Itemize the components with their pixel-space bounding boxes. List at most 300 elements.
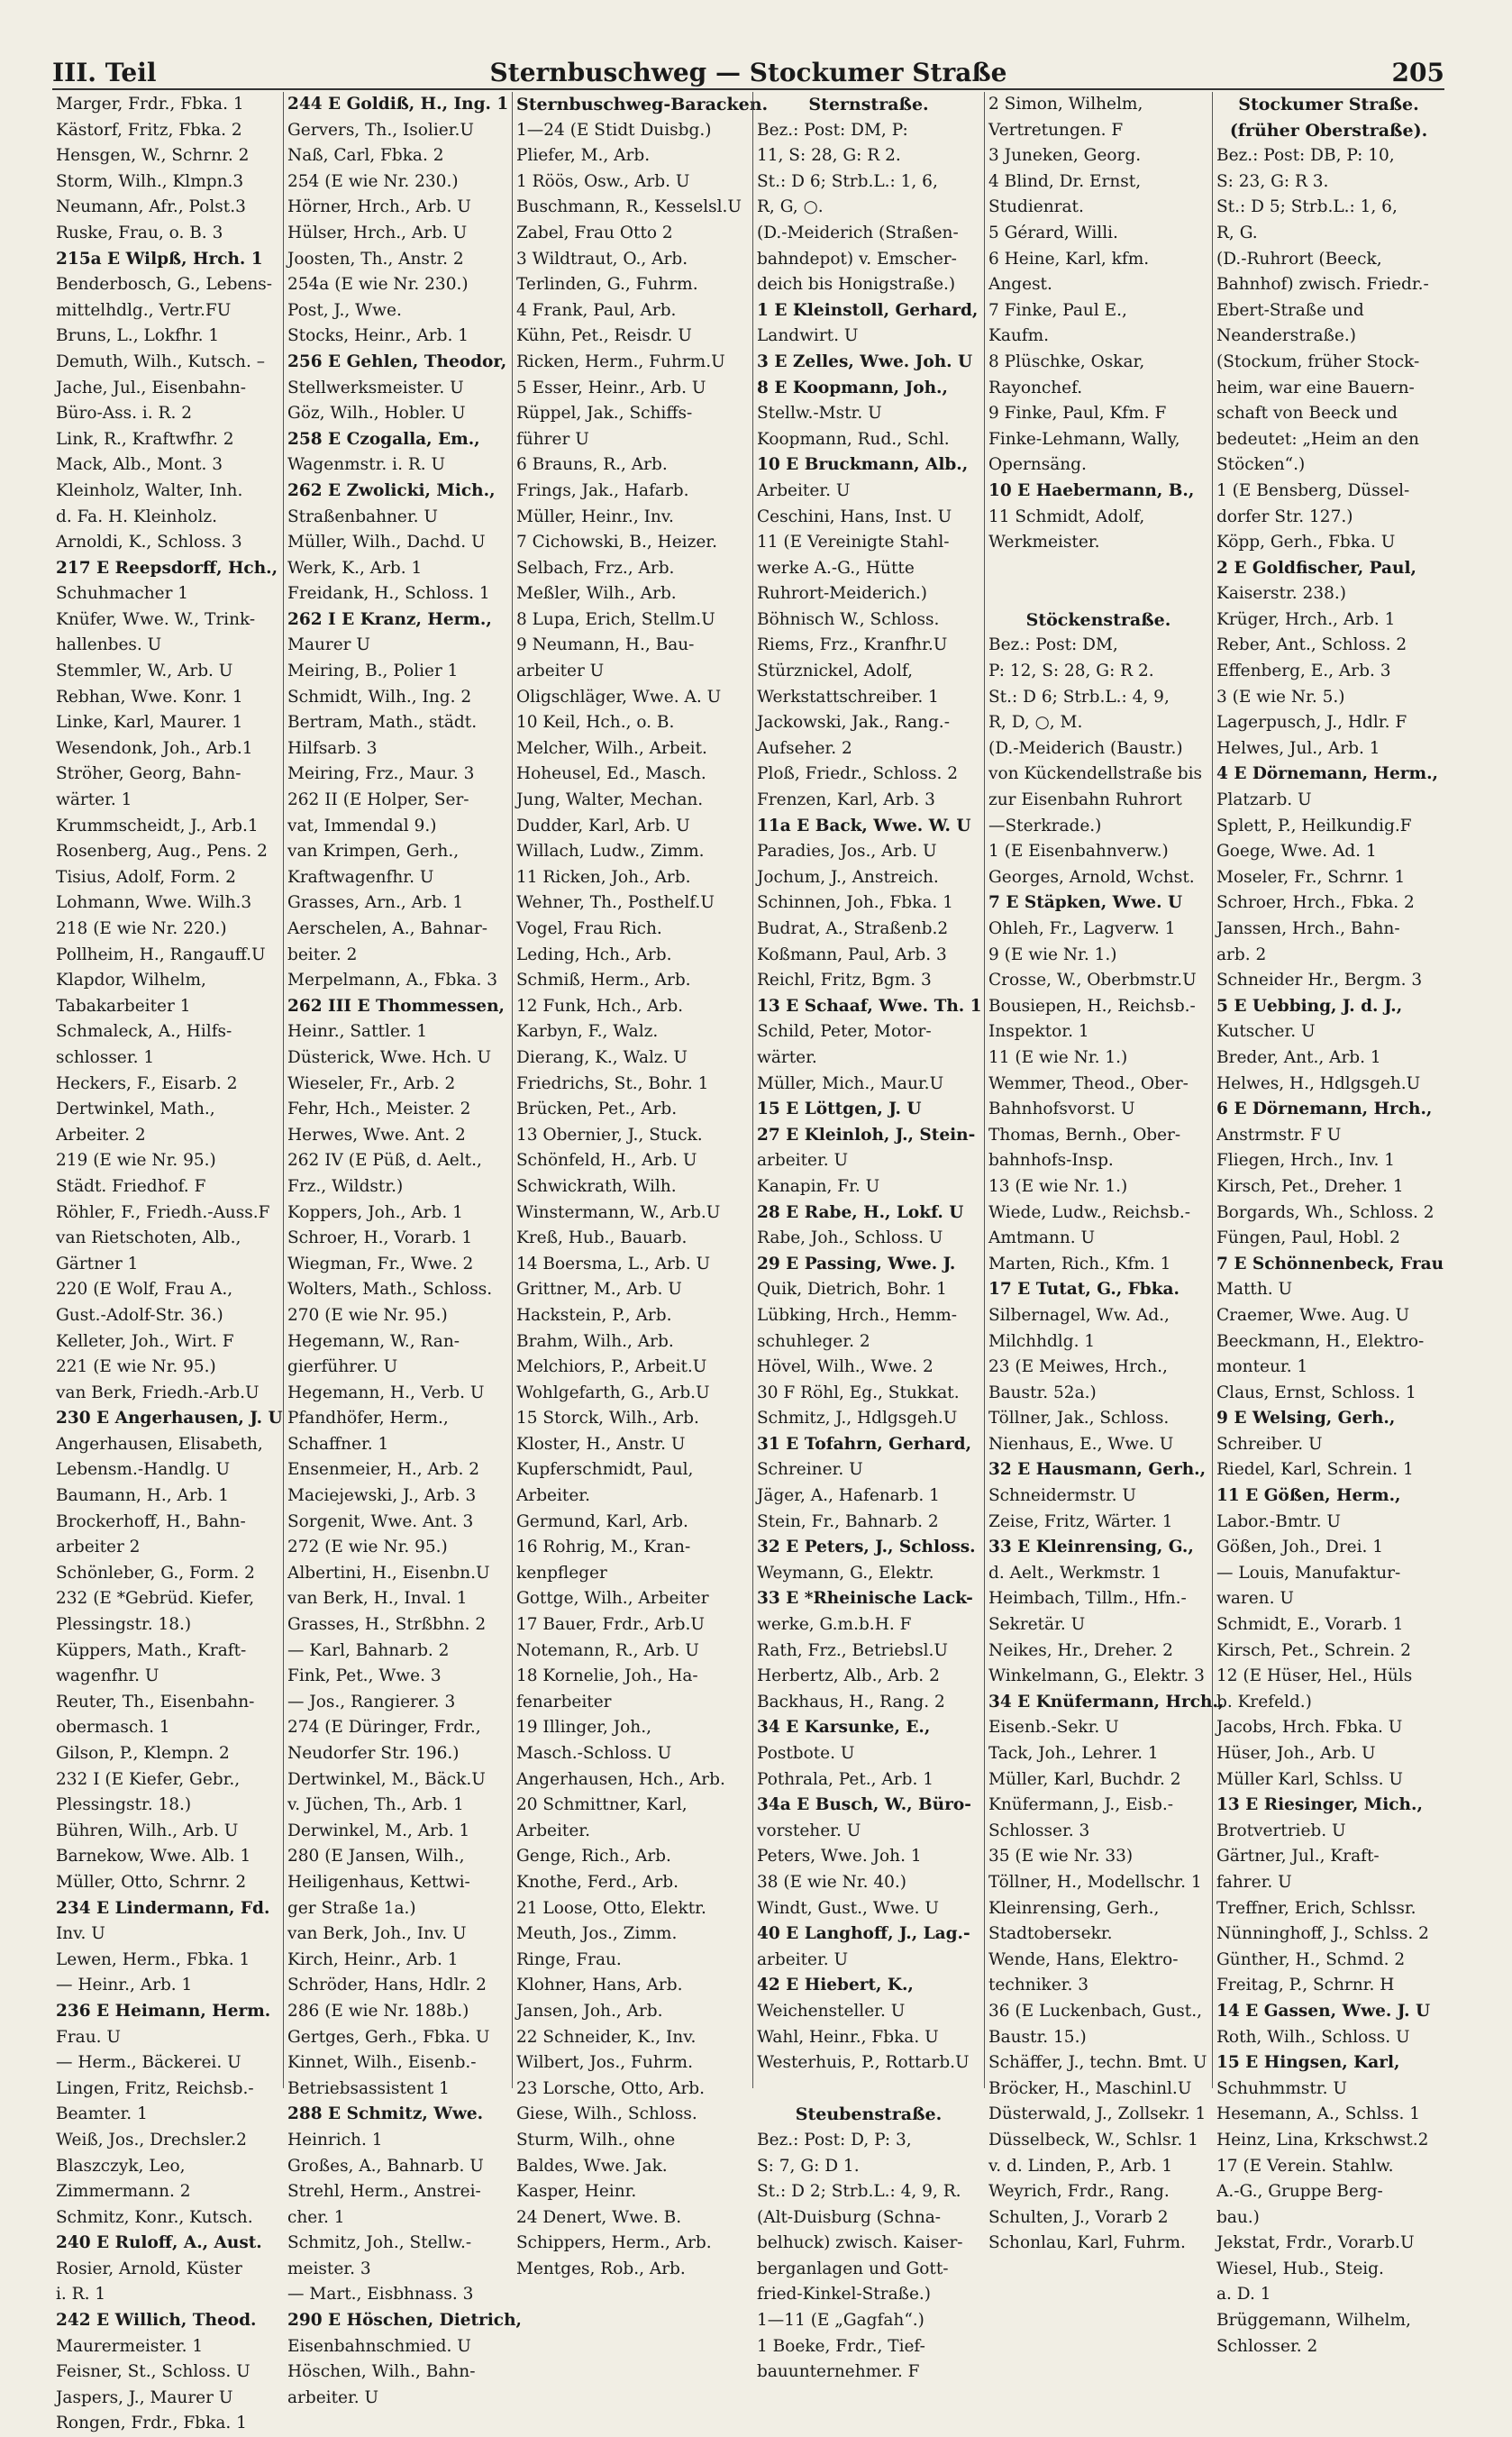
directory-entry-line: Göz, Wilh., Hobler. U: [287, 404, 466, 424]
directory-entry-line: Thomas, Bernh., Ober-: [988, 1125, 1181, 1145]
directory-entry-line: Freidank, H., Schloss. 1: [287, 584, 490, 604]
directory-entry-line: Roth, Wilh., Schloss. U: [1216, 2027, 1410, 2047]
directory-entry-line: bahnhofs-Insp.: [988, 1151, 1114, 1171]
directory-entry-line: Arbeiter.: [516, 1821, 590, 1840]
directory-entry-line: Füngen, Paul, Hobl. 2: [1216, 1228, 1400, 1248]
directory-entry-line: 11, S: 28, G: R 2.: [757, 146, 901, 166]
directory-entry-line: 262 E Zwolicki, Mich.,: [287, 480, 496, 500]
directory-entry-line: arbeiter. U: [757, 1949, 849, 1969]
directory-entry-line: Bahnhofsvorst. U: [988, 1100, 1135, 1119]
page-number: 205: [1391, 58, 1444, 87]
directory-entry-line: techniker. 3: [988, 1976, 1088, 1995]
directory-entry-line: Günther, H., Schmd. 2: [1216, 1949, 1406, 1969]
directory-entry-line: 9 Finke, Paul, Kfm. F: [988, 404, 1167, 424]
directory-entry-line: Gertges, Gerh., Fbka. U: [287, 2027, 490, 2047]
directory-entry-line: Ohleh, Fr., Lagverw. 1: [988, 919, 1176, 938]
directory-entry-line: Riedel, Karl, Schrein. 1: [1216, 1460, 1414, 1480]
directory-entry-line: R, G, ○.: [757, 197, 824, 217]
directory-entry-line: 217 E Reepsdorff, Hch.,: [56, 558, 278, 578]
directory-entry-line: Hilfsarb. 3: [287, 738, 378, 758]
directory-entry-line: Wemmer, Theod., Ober-: [988, 1073, 1189, 1093]
directory-entry-line: Gößen, Joh., Drei. 1: [1216, 1538, 1384, 1557]
directory-entry-line: Reuter, Th., Eisenbahn-: [56, 1692, 255, 1711]
directory-entry-line: — Herm., Bäckerei. U: [56, 2053, 241, 2073]
directory-entry-line: 33 E Kleinrensing, G.,: [988, 1538, 1194, 1557]
directory-entry-line: fenarbeiter: [516, 1692, 612, 1711]
directory-entry-line: Kleinrensing, Gerh.,: [988, 1898, 1160, 1918]
directory-entry-line: 29 E Passing, Wwe. J.: [757, 1254, 956, 1273]
directory-entry-line: Müller, Mich., Maur.U: [757, 1073, 944, 1093]
directory-entry-line: Jäger, A., Hafenarb. 1: [757, 1486, 940, 1506]
directory-entry-line: 218 (E wie Nr. 220.): [56, 919, 227, 938]
directory-entry-line: 288 E Schmitz, Wwe.: [287, 2104, 484, 2124]
directory-entry-line: Ruhrort-Meiderich.): [757, 584, 928, 604]
directory-entry-line: Wilbert, Jos., Fuhrm.: [516, 2053, 693, 2073]
directory-entry-line: 42 E Hiebert, K.,: [757, 1976, 914, 1995]
directory-entry-line: 5 E Uebbing, J. d. J.,: [1216, 996, 1403, 1016]
directory-entry-line: 14 E Gassen, Wwe. J. U: [1216, 2001, 1431, 2021]
directory-entry-line: Maurermeister. 1: [56, 2336, 204, 2356]
directory-entry-line: 15 Storck, Wilh., Arb.: [516, 1409, 699, 1428]
directory-entry-line: bahndepot) v. Emscher-: [757, 249, 957, 269]
directory-entry-line: Lohmann, Wwe. Wilh.3: [56, 893, 252, 913]
directory-entry-line: Herwes, Wwe. Ant. 2: [287, 1125, 466, 1145]
directory-entry-line: Jacobs, Hrch. Fbka. U: [1216, 1718, 1403, 1738]
directory-entry-line: 1 (E Eisenbahnverw.): [988, 842, 1169, 862]
directory-entry-line: Schreiber. U: [1216, 1434, 1323, 1454]
directory-entry-line: Budrat, A., Straßenb.2: [757, 919, 949, 938]
directory-entry-line: vat, Immendal 9.): [287, 816, 437, 835]
directory-entry-line: 31 E Tofahrn, Gerhard,: [757, 1434, 972, 1454]
directory-entry-line: Schonlau, Karl, Fuhrm.: [988, 2233, 1186, 2253]
directory-entry-line: 280 (E Jansen, Wilh.,: [287, 1847, 465, 1867]
directory-entry-line: Wiegman, Fr., Wwe. 2: [287, 1254, 474, 1273]
directory-entry-line: Merpelmann, A., Fbka. 3: [287, 971, 498, 990]
directory-entry-line: 13 Obernier, J., Stuck.: [516, 1125, 703, 1145]
directory-entry-line: — Louis, Manufaktur-: [1216, 1563, 1401, 1583]
directory-entry-line: obermasch. 1: [56, 1718, 170, 1738]
directory-entry-line: schaft von Beeck und: [1216, 404, 1398, 424]
directory-entry-line: Höschen, Wilh., Bahn-: [287, 2362, 476, 2382]
directory-entry-line: 34 E Knüfermann, Hrch.,: [988, 1692, 1225, 1711]
directory-entry-line: 232 I (E Kiefer, Gebr.,: [56, 1769, 241, 1789]
directory-entry-line: Neanderstraße.): [1216, 326, 1356, 346]
directory-entry-line: Angerhausen, Elisabeth,: [56, 1434, 263, 1454]
directory-entry-line: Baustr. 15.): [988, 2027, 1087, 2047]
directory-entry-line: 12 (E Hüser, Hel., Hüls: [1216, 1666, 1413, 1686]
directory-entry-line: Schneidermstr. U: [988, 1486, 1136, 1506]
directory-entry-line: kenpfleger: [516, 1563, 607, 1583]
directory-entry-line: Töllner, Jak., Schloss.: [988, 1409, 1170, 1428]
directory-entry-line: 11a E Back, Wwe. W. U: [757, 816, 971, 835]
directory-entry-line: Knüfermann, J., Eisb.-: [988, 1795, 1173, 1815]
directory-entry-line: 13 E Schaaf, Wwe. Th. 1: [757, 996, 982, 1016]
directory-entry-line: St.: D 6; Strb.L.: 4, 9,: [988, 687, 1170, 707]
directory-entry-line: Hülser, Hrch., Arb. U: [287, 223, 468, 242]
directory-entry-line: Grasses, Arn., Arb. 1: [287, 893, 464, 913]
directory-entry-line: Ruske, Frau, o. B. 3: [56, 223, 223, 242]
directory-entry-line: dorfer Str. 127.): [1216, 507, 1353, 526]
directory-entry-line: 18 Kornelie, Joh., Ha-: [516, 1666, 698, 1686]
directory-entry-line: Nienhaus, E., Wwe. U: [988, 1434, 1174, 1454]
directory-entry-line: Plessingstr. 18.): [56, 1795, 192, 1815]
directory-entry-line: 7 Cichowski, B., Heizer.: [516, 533, 717, 552]
directory-entry-line: Benderbosch, G., Lebens-: [56, 275, 273, 295]
directory-entry-line: Düsterick, Wwe. Hch. U: [287, 1047, 492, 1067]
directory-entry-line: Beamter. 1: [56, 2104, 148, 2124]
directory-entry-line: Jansen, Joh., Arb.: [516, 2001, 663, 2021]
directory-entry-line: 236 E Heimann, Herm.: [56, 2001, 271, 2021]
directory-entry-line: 8 Plüschke, Oskar,: [988, 351, 1145, 371]
column-1: [52, 92, 283, 2433]
directory-entry-line: Baldes, Wwe. Jak.: [516, 2156, 668, 2176]
directory-entry-line: Köpp, Gerh., Fbka. U: [1216, 533, 1396, 552]
directory-entry-line: 17 Bauer, Frdr., Arb.U: [516, 1615, 705, 1635]
directory-entry-line: Fink, Pet., Wwe. 3: [287, 1666, 442, 1686]
directory-entry-line: 5 Gérard, Willi.: [988, 223, 1118, 242]
directory-entry-line: Ceschini, Hans, Inst. U: [757, 507, 952, 526]
blank-line: [988, 556, 1208, 582]
directory-entry-line: Ströher, Georg, Bahn-: [56, 764, 241, 784]
directory-entry-line: Stocks, Heinr., Arb. 1: [287, 326, 469, 346]
directory-entry-line: Kasper, Heinr.: [516, 2182, 637, 2202]
directory-entry-line: Heinrich. 1: [287, 2130, 383, 2149]
directory-entry-line: Albertini, H., Eisenbn.U: [287, 1563, 490, 1583]
directory-entry-line: Neudorfer Str. 196.): [287, 1744, 460, 1763]
directory-entry-line: Joosten, Th., Anstr. 2: [287, 249, 464, 269]
directory-entry-line: 32 E Hausmann, Gerh.,: [988, 1460, 1207, 1480]
directory-entry-line: Großes, A., Bahnarb. U: [287, 2156, 484, 2176]
directory-entry-line: Melchiors, P., Arbeit.U: [516, 1357, 707, 1377]
directory-entry-line: Arnoldi, K., Schloss. 3: [56, 533, 242, 552]
directory-entry-line: Link, R., Kraftwfhr. 2: [56, 429, 234, 449]
directory-entry-line: zur Eisenbahn Ruhrort: [988, 790, 1182, 810]
directory-entry-line: schlosser. 1: [56, 1047, 155, 1067]
directory-entry-line: — Mart., Eisbhnass. 3: [287, 2285, 474, 2305]
directory-entry-line: Borgards, Wh., Schloss. 2: [1216, 1202, 1435, 1222]
column-5: [984, 92, 1225, 2253]
directory-entry-line: 3 Wildtraut, O., Arb.: [516, 249, 688, 269]
directory-entry-line: 40 E Langhoff, J., Lag.-: [757, 1924, 970, 1944]
directory-entry-line: Schulten, J., Vorarb 2: [988, 2207, 1169, 2227]
directory-entry-line: S: 7, G: D 1.: [757, 2156, 860, 2176]
directory-entry-line: Gervers, Th., Isolier.U: [287, 120, 474, 140]
directory-entry-line: Craemer, Wwe. Aug. U: [1216, 1305, 1410, 1325]
directory-entry-line: Klohner, Hans, Arb.: [516, 1976, 683, 1995]
directory-entry-line: Töllner, H., Modellschr. 1: [988, 1872, 1202, 1892]
directory-entry-line: Platzarb. U: [1216, 790, 1312, 810]
directory-entry-line: Schneider Hr., Bergm. 3: [1216, 971, 1423, 990]
directory-entry-line: Hövel, Wilh., Wwe. 2: [757, 1357, 934, 1377]
directory-entry-line: 23 Lorsche, Otto, Arb.: [516, 2078, 706, 2098]
directory-entry-line: Rosier, Arnold, Küster: [56, 2259, 242, 2278]
directory-entry-line: Angerhausen, Hch., Arb.: [516, 1769, 725, 1789]
directory-entry-line: Landwirt. U: [757, 326, 859, 346]
directory-entry-line: Koppers, Joh., Arb. 1: [287, 1202, 463, 1222]
directory-entry-line: 4 E Dörnemann, Herm.,: [1216, 764, 1439, 784]
directory-entry-line: von Kückendellstraße bis: [988, 764, 1203, 784]
directory-entry-line: 9 (E wie Nr. 1.): [988, 945, 1117, 964]
directory-entry-line: Vertretungen. F: [988, 120, 1124, 140]
directory-entry-line: Grittner, M., Arb. U: [516, 1280, 682, 1300]
directory-entry-line: Helwes, Jul., Arb. 1: [1216, 738, 1380, 758]
directory-entry-line: 1 Röös, Osw., Arb. U: [516, 171, 690, 191]
directory-entry-line: Rath, Frz., Betriebsl.U: [757, 1640, 948, 1660]
directory-entry-line: Dierang, K., Walz. U: [516, 1047, 688, 1067]
header-rule: [52, 88, 1444, 90]
directory-entry-line: Hackstein, P., Arb.: [516, 1305, 672, 1325]
directory-entry-line: Schäffer, J., techn. Bmt. U: [988, 2053, 1207, 2073]
directory-entry-line: Hüser, Joh., Arb. U: [1216, 1744, 1376, 1763]
directory-entry-line: Arbeiter.: [516, 1486, 590, 1506]
directory-entry-line: Gärtner 1: [56, 1254, 139, 1273]
directory-entry-line: Breder, Ant., Arb. 1: [1216, 1047, 1381, 1067]
directory-entry-line: 3 Juneken, Georg.: [988, 146, 1142, 166]
directory-entry-line: 244 E Goldiß, H., Ing. 1: [287, 95, 509, 114]
directory-entry-line: beiter. 2: [287, 945, 358, 964]
directory-entry-line: Betriebsassistent 1: [287, 2078, 450, 2098]
directory-entry-line: Röhler, F., Friedh.-Auss.F: [56, 1202, 270, 1222]
directory-entry-line: d. Fa. H. Kleinholz.: [56, 507, 217, 526]
directory-entry-line: Meiring, B., Polier 1: [287, 662, 459, 681]
directory-entry-line: 34 E Karsunke, E.,: [757, 1718, 931, 1738]
directory-entry-line: Maurer U: [287, 635, 370, 655]
directory-entry-line: Lagerpusch, J., Hdlr. F: [1216, 713, 1407, 733]
directory-entry-line: 35 (E wie Nr. 33): [988, 1847, 1134, 1867]
directory-entry-line: Städt. Friedhof. F: [56, 1176, 206, 1196]
directory-entry-line: Kirch, Heinr., Arb. 1: [287, 1949, 459, 1969]
directory-entry-line: Bruns, L., Lokfhr. 1: [56, 326, 220, 346]
directory-entry-line: Jekstat, Frdr., Vorarb.U: [1216, 2233, 1415, 2253]
directory-entry-line: Böhnisch W., Schloss.: [757, 609, 940, 629]
directory-entry-line: 36 (E Luckenbach, Gust.,: [988, 2001, 1202, 2021]
part-label: III. Teil: [52, 58, 157, 87]
directory-entry-line: Stöcken“.): [1216, 455, 1306, 475]
directory-entry-line: Inv. U: [56, 1924, 105, 1944]
directory-entry-line: Ringe, Frau.: [516, 1949, 622, 1969]
street-heading: Stockumer Straße.: [1238, 95, 1419, 114]
directory-entry-line: 11 Schmidt, Adolf,: [988, 507, 1145, 526]
directory-entry-line: Heckers, F., Eisarb. 2: [56, 1073, 238, 1093]
directory-entry-line: Barnekow, Wwe. Alb. 1: [56, 1847, 251, 1867]
directory-entry-line: 215a E Wilpß, Hrch. 1: [56, 249, 263, 269]
directory-entry-line: Reber, Ant., Schloss. 2: [1216, 635, 1407, 655]
directory-entry-line: Schmiß, Herm., Arb.: [516, 971, 691, 990]
directory-entry-line: 19 Illinger, Joh.,: [516, 1718, 651, 1738]
directory-entry-line: Kühn, Pet., Reisdr. U: [516, 326, 692, 346]
directory-entry-line: Bousiepen, H., Reichsb.-: [988, 996, 1196, 1016]
directory-entry-line: Schroer, H., Vorarb. 1: [287, 1228, 473, 1248]
directory-entry-line: Vogel, Frau Rich.: [516, 919, 662, 938]
directory-entry-line: Dertwinkel, M., Bäck.U: [287, 1769, 486, 1789]
directory-entry-line: Aufseher. 2: [757, 738, 852, 758]
directory-entry-line: Arbeiter. U: [757, 480, 851, 500]
directory-entry-line: Schild, Peter, Motor-: [757, 1022, 932, 1042]
directory-entry-line: Opernsäng.: [988, 455, 1087, 475]
directory-entry-line: Frau. U: [56, 2027, 121, 2047]
directory-entry-line: Melcher, Wilh., Arbeit.: [516, 738, 707, 758]
directory-entry-line: Heinz, Lina, Krkschwst.2: [1216, 2130, 1429, 2149]
directory-entry-line: v. d. Linden, P., Arb. 1: [988, 2156, 1173, 2176]
directory-entry-line: Knothe, Ferd., Arb.: [516, 1872, 679, 1892]
directory-entry-line: 4 Frank, Paul, Arb.: [516, 300, 677, 320]
directory-entry-line: van Rietschoten, Alb.,: [56, 1228, 241, 1248]
directory-entry-line: (Alt-Duisburg (Schna-: [757, 2207, 942, 2227]
directory-entry-line: Milchhdlg. 1: [988, 1331, 1096, 1351]
directory-entry-line: Hörner, Hrch., Arb. U: [287, 197, 471, 217]
directory-entry-line: Bertram, Math., städt.: [287, 713, 478, 733]
directory-entry-line: Klapdor, Wilhelm,: [56, 971, 206, 990]
directory-entry-line: Rabe, Joh., Schloss. U: [757, 1228, 943, 1248]
directory-entry-line: Ensenmeier, H., Arb. 2: [287, 1460, 480, 1480]
directory-entry-line: arbeiter. U: [757, 1151, 849, 1171]
directory-entry-line: Bühren, Wilh., Arb. U: [56, 1821, 239, 1840]
directory-entry-line: Terlinden, G., Fuhrm.: [516, 275, 698, 295]
column-3: [512, 92, 769, 2278]
directory-entry-line: Goege, Wwe. Ad. 1: [1216, 842, 1377, 862]
directory-entry-line: cher. 1: [287, 2207, 345, 2227]
directory-entry-line: 1 (E Bensberg, Düssel-: [1216, 480, 1410, 500]
directory-entry-line: Dudder, Karl, Arb. U: [516, 816, 690, 835]
directory-entry-line: Gust.-Adolf-Str. 36.): [56, 1305, 223, 1325]
directory-entry-line: Kinnet, Wilh., Eisenb.-: [287, 2053, 477, 2073]
directory-entry-line: (D.-Meiderich (Baustr.): [988, 738, 1183, 758]
directory-entry-line: Frings, Jak., Hafarb.: [516, 480, 689, 500]
directory-entry-line: Kreß, Hub., Bauarb.: [516, 1228, 688, 1248]
directory-entry-line: Brahm, Wilh., Arb.: [516, 1331, 674, 1351]
directory-entry-line: 272 (E wie Nr. 95.): [287, 1538, 448, 1557]
directory-entry-line: P: 12, S: 28, G: R 2.: [988, 662, 1154, 681]
directory-entry-line: Tisius, Adolf, Form. 2: [56, 867, 236, 887]
directory-entry-line: Schlosser. 3: [988, 1821, 1090, 1840]
directory-entry-line: Derwinkel, M., Arb. 1: [287, 1821, 470, 1840]
directory-entry-line: Büro-Ass. i. R. 2: [56, 404, 192, 424]
directory-entry-line: Zimmermann. 2: [56, 2182, 191, 2202]
directory-entry-line: Bez.: Post: D, P: 3,: [757, 2130, 912, 2149]
directory-entry-line: d. Aelt., Werkmstr. 1: [988, 1563, 1162, 1583]
directory-entry-line: Winstermann, W., Arb.U: [516, 1202, 721, 1222]
directory-entry-line: Sturm, Wilh., ohne: [516, 2130, 676, 2149]
directory-entry-line: bau.): [1216, 2207, 1260, 2227]
directory-entry-line: Knüfer, Wwe. W., Trink-: [56, 609, 256, 629]
directory-entry-line: 17 (E Verein. Stahlw.: [1216, 2156, 1394, 2176]
directory-entry-line: Kelleter, Joh., Wirt. F: [56, 1331, 234, 1351]
directory-entry-line: Weymann, G., Elektr.: [757, 1563, 934, 1583]
directory-entry-line: Müller, Karl, Buchdr. 2: [988, 1769, 1181, 1789]
directory-entry-line: Naß, Carl, Fbka. 2: [287, 146, 444, 166]
column-4: [752, 92, 984, 2382]
directory-entry-line: 15 E Hingsen, Karl,: [1216, 2053, 1400, 2073]
directory-entry-line: 262 III E Thommessen,: [287, 996, 505, 1016]
directory-entry-line: 32 E Peters, J., Schloss.: [757, 1538, 976, 1557]
directory-entry-line: Silbernagel, Ww. Ad.,: [988, 1305, 1170, 1325]
directory-entry-line: werke, G.m.b.H. F: [757, 1615, 912, 1635]
directory-entry-line: Riems, Frz., Kranfhr.U: [757, 635, 948, 655]
directory-entry-line: 4 Blind, Dr. Ernst,: [988, 171, 1142, 191]
directory-entry-line: Marten, Rich., Kfm. 1: [988, 1254, 1171, 1273]
directory-entry-line: berganlagen und Gott-: [757, 2259, 949, 2278]
directory-entry-line: Fliegen, Hrch., Inv. 1: [1216, 1151, 1395, 1171]
directory-entry-line: Krummscheidt, J., Arb.1: [56, 816, 259, 835]
directory-entry-line: 6 Brauns, R., Arb.: [516, 455, 668, 475]
directory-entry-line: Bröcker, H., Maschinl.U: [988, 2078, 1192, 2098]
directory-entry-line: Schuhmacher 1: [56, 584, 189, 604]
directory-entry-line: 30 F Röhl, Eg., Stukkat.: [757, 1383, 960, 1402]
directory-entry-line: Dertwinkel, Math.,: [56, 1100, 215, 1119]
directory-entry-line: Windt, Gust., Wwe. U: [757, 1898, 939, 1918]
directory-entry-line: S: 23, G: R 3.: [1216, 171, 1329, 191]
directory-entry-line: bauunternehmer. F: [757, 2362, 920, 2382]
directory-entry-line: Stadtobersekr.: [988, 1924, 1113, 1944]
directory-entry-line: Jackowski, Jak., Rang.-: [757, 713, 950, 733]
directory-entry-line: Stellwerksmeister. U: [287, 378, 464, 397]
directory-entry-line: Koopmann, Rud., Schl.: [757, 429, 950, 449]
directory-entry-line: —Sterkrade.): [988, 816, 1102, 835]
directory-entry-line: Postbote. U: [757, 1744, 855, 1763]
directory-entry-line: Buschmann, R., Kesselsl.U: [516, 197, 742, 217]
directory-entry-line: arbeiter U: [516, 662, 605, 681]
directory-entry-line: 7 E Schönnenbeck, Frau: [1216, 1254, 1444, 1273]
directory-entry-line: Quik, Dietrich, Bohr. 1: [757, 1280, 947, 1300]
directory-entry-line: Schaffner. 1: [287, 1434, 389, 1454]
directory-entry-line: Backhaus, H., Rang. 2: [757, 1692, 945, 1711]
directory-entry-line: Lingen, Fritz, Reichsb.-: [56, 2078, 254, 2098]
directory-entry-line: Wohlgefarth, G., Arb.U: [516, 1383, 710, 1402]
directory-entry-line: Eisenbahnschmied. U: [287, 2336, 471, 2356]
directory-entry-line: Gärtner, Jul., Kraft-: [1216, 1847, 1380, 1867]
directory-entry-line: Rebhan, Wwe. Konr. 1: [56, 687, 243, 707]
directory-entry-line: Kästorf, Fritz, Fbka. 2: [56, 120, 242, 140]
directory-entry-line: 254 (E wie Nr. 230.): [287, 171, 459, 191]
directory-entry-line: 2 E Goldfischer, Paul,: [1216, 558, 1416, 578]
blank-line: [757, 2076, 980, 2103]
directory-entry-line: Kaiserstr. 238.): [1216, 584, 1346, 604]
directory-entry-line: Eisenb.-Sekr. U: [988, 1718, 1119, 1738]
directory-entry-line: ger Straße 1a.): [287, 1898, 416, 1918]
directory-entry-line: Neumann, Afr., Polst.3: [56, 197, 246, 217]
directory-entry-line: Tabakarbeiter 1: [56, 996, 191, 1016]
directory-entry-line: Bez.: Post: DB, P: 10,: [1216, 146, 1395, 166]
directory-entry-line: 3 E Zelles, Wwe. Joh. U: [757, 351, 973, 371]
directory-entry-line: Wiesel, Hub., Steig.: [1216, 2259, 1384, 2278]
directory-entry-line: — Karl, Bahnarb. 2: [287, 1640, 450, 1660]
directory-entry-line: Feisner, St., Schloss. U: [56, 2362, 250, 2382]
directory-entry-line: Rayonchef.: [988, 378, 1083, 397]
directory-entry-line: Düsselbeck, W., Schlsr. 1: [988, 2130, 1198, 2149]
directory-entry-line: Rosenberg, Aug., Pens. 2: [56, 842, 268, 862]
street-heading: Sternbuschweg-Baracken.: [516, 95, 769, 114]
directory-entry-line: 1 E Kleinstoll, Gerhard,: [757, 300, 979, 320]
directory-entry-line: Schuhmmstr. U: [1216, 2078, 1347, 2098]
directory-entry-line: Lübking, Hrch., Hemm-: [757, 1305, 957, 1325]
directory-entry-line: Storm, Wilh., Klmpn.3: [56, 171, 244, 191]
directory-entry-line: Mentges, Rob., Arb.: [516, 2259, 686, 2278]
directory-entry-line: Stürznickel, Adolf,: [757, 662, 913, 681]
directory-entry-line: 262 I E Kranz, Herm.,: [287, 609, 492, 629]
street-heading: Steubenstraße.: [795, 2104, 943, 2125]
directory-entry-line: Kloster, H., Anstr. U: [516, 1434, 686, 1454]
directory-entry-line: Reichl, Fritz, Bgm. 3: [757, 971, 932, 990]
directory-entry-line: Kleinholz, Walter, Inh.: [56, 480, 243, 500]
directory-entry-line: Schwickrath, Wilh.: [516, 1176, 677, 1196]
directory-entry-line: St.: D 6; Strb.L.: 1, 6,: [757, 171, 938, 191]
directory-entry-line: van Berk, H., Inval. 1: [287, 1589, 468, 1609]
directory-entry-line: Jaspers, J., Maurer U: [56, 2387, 233, 2407]
directory-entry-line: (Stockum, früher Stock-: [1216, 351, 1420, 371]
directory-entry-line: Müller, Heinr., Inv.: [516, 507, 674, 526]
directory-entry-line: Sekretär. U: [988, 1615, 1086, 1635]
directory-entry-line: Neikes, Hr., Dreher. 2: [988, 1640, 1173, 1660]
